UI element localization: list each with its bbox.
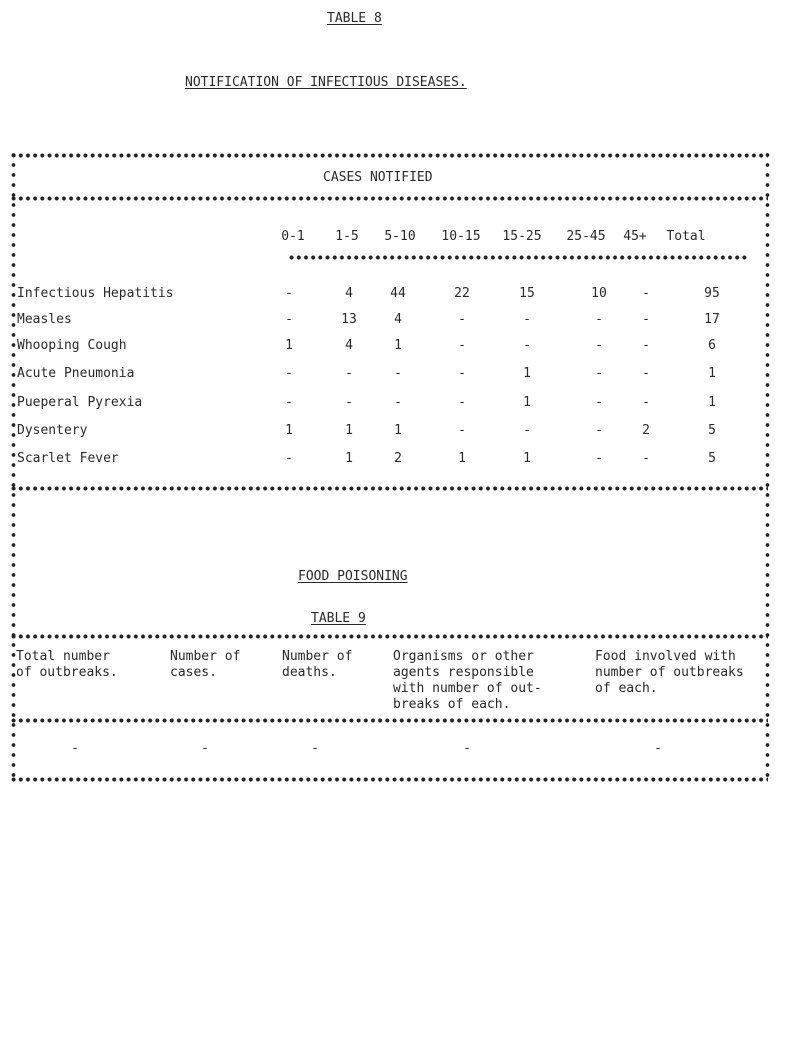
age-header-row xyxy=(0,229,800,245)
header-line: breaks of each. xyxy=(393,697,511,712)
cell: 1 xyxy=(394,423,402,438)
cell: - xyxy=(595,366,603,381)
cell: - xyxy=(345,366,353,381)
disease-name: Acute Pneumonia xyxy=(17,366,135,381)
cell: - xyxy=(642,312,650,327)
table-row xyxy=(0,423,800,439)
cell: 17 xyxy=(704,312,720,327)
cell: 1 xyxy=(458,451,466,466)
cell: - xyxy=(595,423,603,438)
page-title: NOTIFICATION OF INFECTIOUS DISEASES. xyxy=(185,75,467,90)
cell: - xyxy=(595,312,603,327)
cell: 1 xyxy=(345,423,353,438)
header-line: deaths. xyxy=(282,665,337,680)
header-line: number of outbreaks xyxy=(595,665,744,680)
cell: - xyxy=(285,395,293,410)
col-header: 25-45 xyxy=(566,229,606,244)
disease-name: Pueperal Pyrexia xyxy=(17,395,143,410)
cases-heading: CASES NOTIFIED xyxy=(323,170,433,185)
col-header: 45+ xyxy=(623,229,647,244)
cell: 4 xyxy=(394,312,402,327)
dotted-rule xyxy=(10,634,768,639)
cell: - xyxy=(642,366,650,381)
cell: 5 xyxy=(708,451,716,466)
cell: - xyxy=(394,395,402,410)
cell: - xyxy=(642,286,650,301)
dotted-rule xyxy=(10,486,768,491)
header-line: Number of xyxy=(282,649,353,664)
cell: - xyxy=(458,395,466,410)
cell: - xyxy=(394,366,402,381)
cell: - xyxy=(654,741,662,756)
col-header: 5-10 xyxy=(384,229,416,244)
cell: 4 xyxy=(345,286,353,301)
cell: - xyxy=(311,741,319,756)
header-organisms xyxy=(393,649,542,713)
dotted-rule xyxy=(10,153,768,158)
cell: - xyxy=(463,741,471,756)
cell: 6 xyxy=(708,338,716,353)
disease-name: Dysentery xyxy=(17,423,88,438)
table-row xyxy=(0,451,800,467)
cell: 4 xyxy=(345,338,353,353)
cell: 1 xyxy=(523,395,531,410)
header-line: Organisms or other xyxy=(393,649,534,664)
table-row xyxy=(0,366,800,382)
cell: 1 xyxy=(708,395,716,410)
cell: 2 xyxy=(394,451,402,466)
header-line: Food involved with xyxy=(595,649,736,664)
cell: 1 xyxy=(708,366,716,381)
col-header: 0-1 xyxy=(281,229,305,244)
cell: - xyxy=(458,366,466,381)
cell: - xyxy=(345,395,353,410)
table-row xyxy=(0,286,800,302)
cell: 1 xyxy=(285,338,293,353)
dotted-rule xyxy=(10,718,768,723)
cell: - xyxy=(642,338,650,353)
cell: - xyxy=(523,338,531,353)
header-line: Total number xyxy=(16,649,110,664)
cell: - xyxy=(285,312,293,327)
cell: 95 xyxy=(704,286,720,301)
col-header: 1-5 xyxy=(335,229,359,244)
food-poisoning-title: FOOD POISONING xyxy=(298,569,408,584)
header-line: Number of xyxy=(170,649,241,664)
cell: - xyxy=(71,741,79,756)
header-total-outbreaks xyxy=(16,649,118,681)
cell: 5 xyxy=(708,423,716,438)
disease-name: Infectious Hepatitis xyxy=(17,286,174,301)
cell: 22 xyxy=(454,286,470,301)
header-food-involved xyxy=(595,649,744,697)
food-values-row xyxy=(0,741,800,757)
dotted-rule xyxy=(10,777,768,782)
disease-name: Scarlet Fever xyxy=(17,451,119,466)
cell: 1 xyxy=(345,451,353,466)
cell: - xyxy=(458,338,466,353)
cell: 1 xyxy=(523,366,531,381)
dotted-rule xyxy=(10,196,768,201)
cell: - xyxy=(523,423,531,438)
cell: - xyxy=(523,312,531,327)
disease-name: Whooping Cough xyxy=(17,338,127,353)
cell: - xyxy=(458,312,466,327)
table-9-label: TABLE 9 xyxy=(311,611,366,626)
cell: - xyxy=(285,286,293,301)
col-header: 10-15 xyxy=(441,229,481,244)
header-line: with number of out- xyxy=(393,681,542,696)
cell: - xyxy=(285,366,293,381)
table-row xyxy=(0,395,800,411)
cell: - xyxy=(595,338,603,353)
cell: 13 xyxy=(341,312,357,327)
header-line: of each. xyxy=(595,681,658,696)
cell: 10 xyxy=(591,286,607,301)
dotted-rule xyxy=(288,255,748,260)
header-line: cases. xyxy=(170,665,217,680)
disease-name: Measles xyxy=(17,312,72,327)
header-number-of-cases xyxy=(170,649,240,681)
cell: - xyxy=(595,395,603,410)
table-row xyxy=(0,312,800,328)
table-row xyxy=(0,338,800,354)
cell: 15 xyxy=(519,286,535,301)
cell: 2 xyxy=(642,423,650,438)
cell: - xyxy=(285,451,293,466)
cell: - xyxy=(201,741,209,756)
cell: 1 xyxy=(523,451,531,466)
header-line: agents responsible xyxy=(393,665,534,680)
cell: - xyxy=(642,451,650,466)
header-line: of outbreaks. xyxy=(16,665,118,680)
cell: 44 xyxy=(390,286,406,301)
cell: - xyxy=(458,423,466,438)
table-8-label: TABLE 8 xyxy=(327,11,382,26)
col-header: 15-25 xyxy=(502,229,542,244)
cell: 1 xyxy=(285,423,293,438)
cell: 1 xyxy=(394,338,402,353)
cell: - xyxy=(595,451,603,466)
col-header: Total xyxy=(666,229,706,244)
cell: - xyxy=(642,395,650,410)
header-number-of-deaths xyxy=(282,649,352,681)
